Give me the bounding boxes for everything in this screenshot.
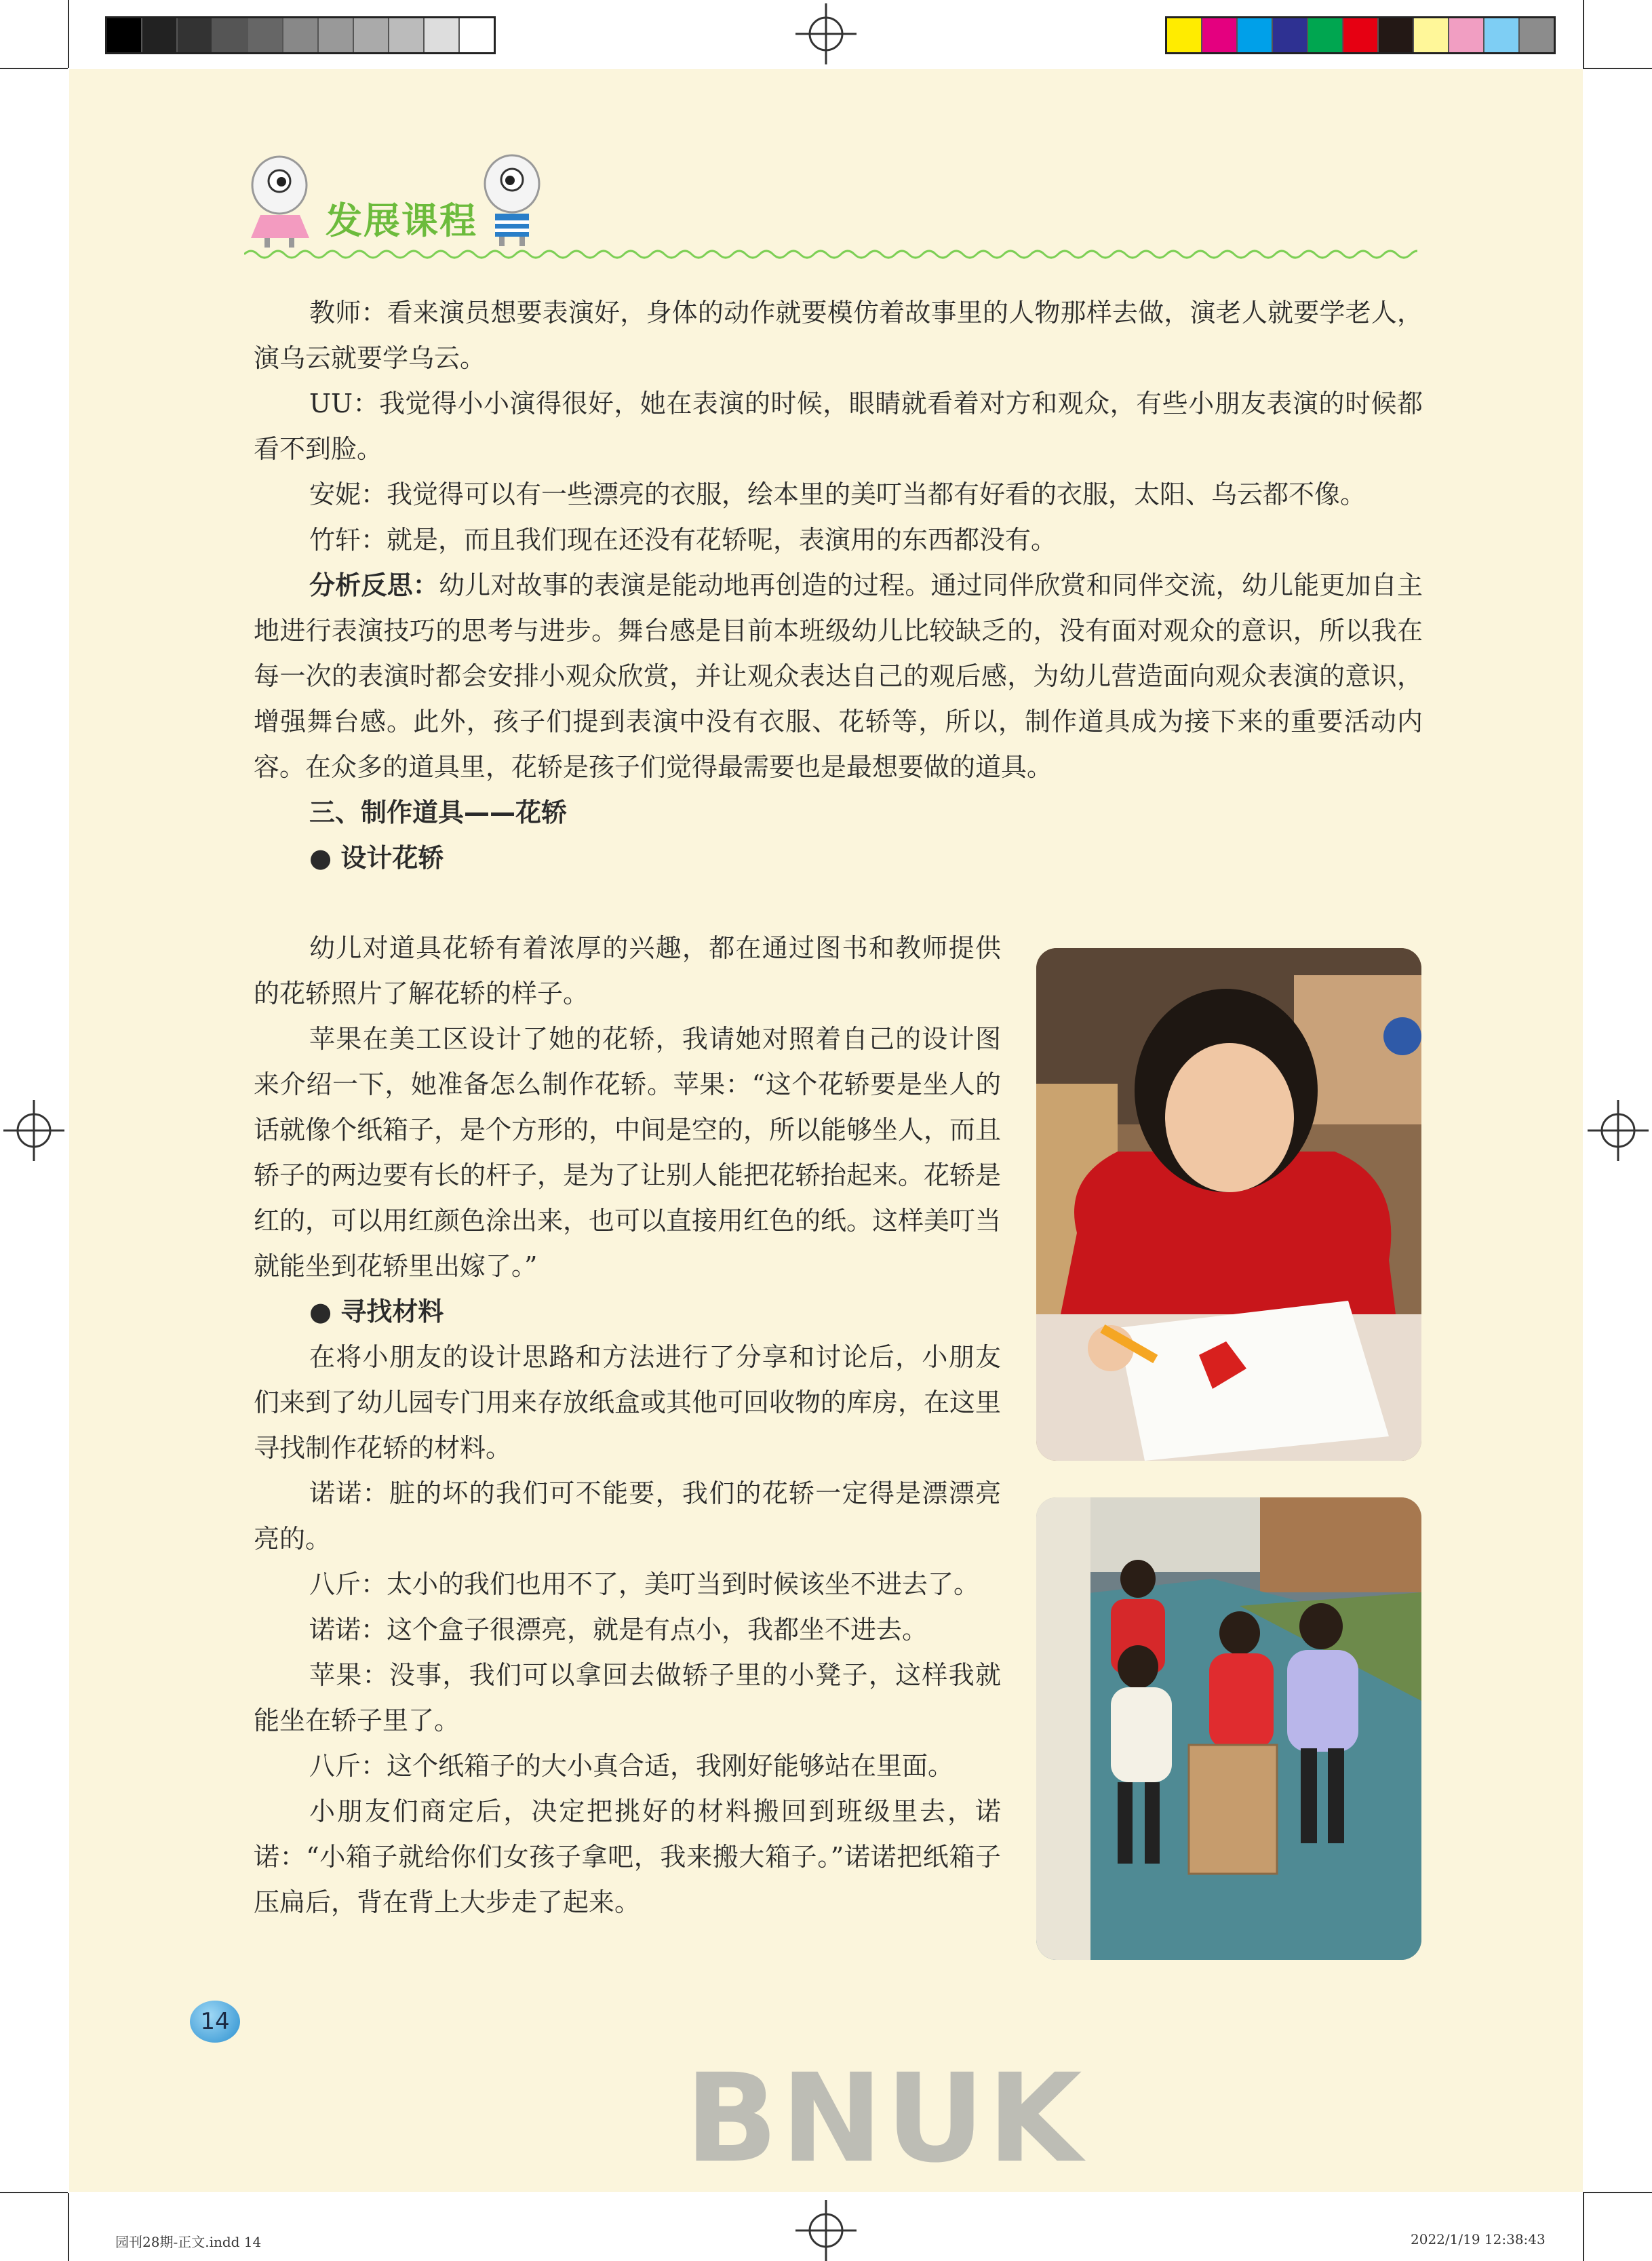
dialogue-paragraph: 教师：看来演员想要表演好，身体的动作就要模仿着故事里的人物那样去做，演老人就要学老人，演乌云就要学乌云。 (254, 298, 1423, 373)
dialogue-paragraph: 苹果：没事，我们可以拿回去做轿子里的小凳子，这样我就能坐在轿子里了。 (254, 1660, 1001, 1735)
photo-girl-drawing (1036, 948, 1421, 1461)
mascot-boy-icon (475, 153, 549, 248)
analysis-label: 分析反思： (309, 570, 439, 600)
analysis-paragraph (254, 563, 1423, 790)
analysis-text: 幼儿对故事的表演是能动地再创造的过程。通过同伴欣赏和同伴交流，幼儿能更加自主地进行表演技巧的思考与进步。舞台感是目前本班级幼儿比较缺乏的，没有面对观众的意识，所以我在每一次的表演时都会安排小观众欣赏，并让观众表达自己的观后感，为幼儿营造面向观众表演的意识，增强舞台感。此外，孩子们提到表演中没有衣服、花轿等，所以，制作道具成为接下来的重要活动内容。在众多的道具里，花轿是孩子们觉得最需要也是最想要做的道具。 (254, 570, 1423, 782)
registration-mark-icon (795, 3, 857, 64)
grayscale-bar (105, 16, 496, 54)
mascot-girl-icon (244, 153, 319, 248)
section-header (244, 153, 1417, 261)
crop-mark (0, 2192, 68, 2193)
crop-mark (1583, 0, 1584, 68)
section-title: 发展课程 (326, 199, 477, 242)
color-bar (1165, 16, 1556, 54)
dialogue-paragraph: 八斤：这个纸箱子的大小真合适，我刚好能够站在里面。 (309, 1751, 954, 1781)
dialogue-paragraph: 诺诺：这个盒子很漂亮，就是有点小，我都坐不进去。 (309, 1615, 928, 1645)
body-paragraph: 苹果在美工区设计了她的花轿，我请她对照着自己的设计图来介绍一下，她准备怎么制作花轿。苹果：“这个花轿要是坐人的话就像个纸箱子，是个方形的，中间是空的，所以能够坐人，而且轿子的两边要有长的杆子，是为了让别人能把花轿抬起来。花轿是红的，可以用红颜色涂出来，也可以直接用红色的纸。这样美叮当就能坐到花轿里出嫁了。” (254, 1024, 1002, 1281)
main-text-block (254, 290, 1423, 881)
wavy-divider (244, 246, 1417, 262)
crop-mark (1583, 68, 1652, 69)
dialogue-paragraph: 安妮：我觉得可以有一些漂亮的衣服，绘本里的美叮当都有好看的衣服，太阳、乌云都不像。 (309, 479, 1366, 509)
dialogue-paragraph: UU：我觉得小小演得很好，她在表演的时候，眼睛就看着对方和观众，有些小朋友表演的时候都看不到脸。 (254, 389, 1423, 464)
footer-timestamp: 2022/1/19 12:38:43 (1411, 2231, 1546, 2247)
column-text-block (254, 926, 1001, 1925)
subsection-heading: ● 设计花轿 (309, 843, 444, 873)
crop-mark (0, 68, 68, 69)
page-number: 14 (190, 2001, 240, 2043)
registration-mark-icon (3, 1100, 64, 1161)
dialogue-paragraph: 诺诺：脏的坏的我们可不能要，我们的花轿一定得是漂漂亮亮的。 (254, 1478, 1001, 1554)
body-paragraph: 在将小朋友的设计思路和方法进行了分享和讨论后，小朋友们来到了幼儿园专门用来存放纸盒或其他可回收物的库房，在这里寻找制作花轿的材料。 (254, 1342, 1002, 1463)
registration-mark-icon (1588, 1100, 1649, 1161)
body-paragraph: 幼儿对道具花轿有着浓厚的兴趣，都在通过图书和教师提供的花轿照片了解花轿的样子。 (254, 933, 1001, 1008)
dialogue-paragraph: 八斤：太小的我们也用不了，美叮当到时候该坐不进去了。 (309, 1569, 980, 1599)
crop-mark (68, 2193, 69, 2261)
footer-file-info: 园刊28期-正文.indd 14 (115, 2234, 262, 2250)
body-paragraph: 小朋友们商定后，决定把挑好的材料搬回到班级里去，诺诺：“小箱子就给你们女孩子拿吧，我来搬大箱子。”诺诺把纸箱子压扁后，背在背上大步走了起来。 (254, 1796, 1001, 1917)
dialogue-paragraph: 竹轩：就是，而且我们现在还没有花轿呢，表演用的东西都没有。 (309, 525, 1057, 555)
crop-mark (68, 0, 69, 68)
watermark: BNUK (685, 2048, 1085, 2190)
section-heading: 三、制作道具——花轿 (309, 798, 568, 827)
crop-mark (1583, 2193, 1584, 2261)
registration-mark-icon (795, 2200, 857, 2261)
photo-children-carrying-boxes (1036, 1497, 1421, 1960)
crop-mark (1583, 2192, 1652, 2193)
subsection-heading: ● 寻找材料 (309, 1297, 444, 1326)
